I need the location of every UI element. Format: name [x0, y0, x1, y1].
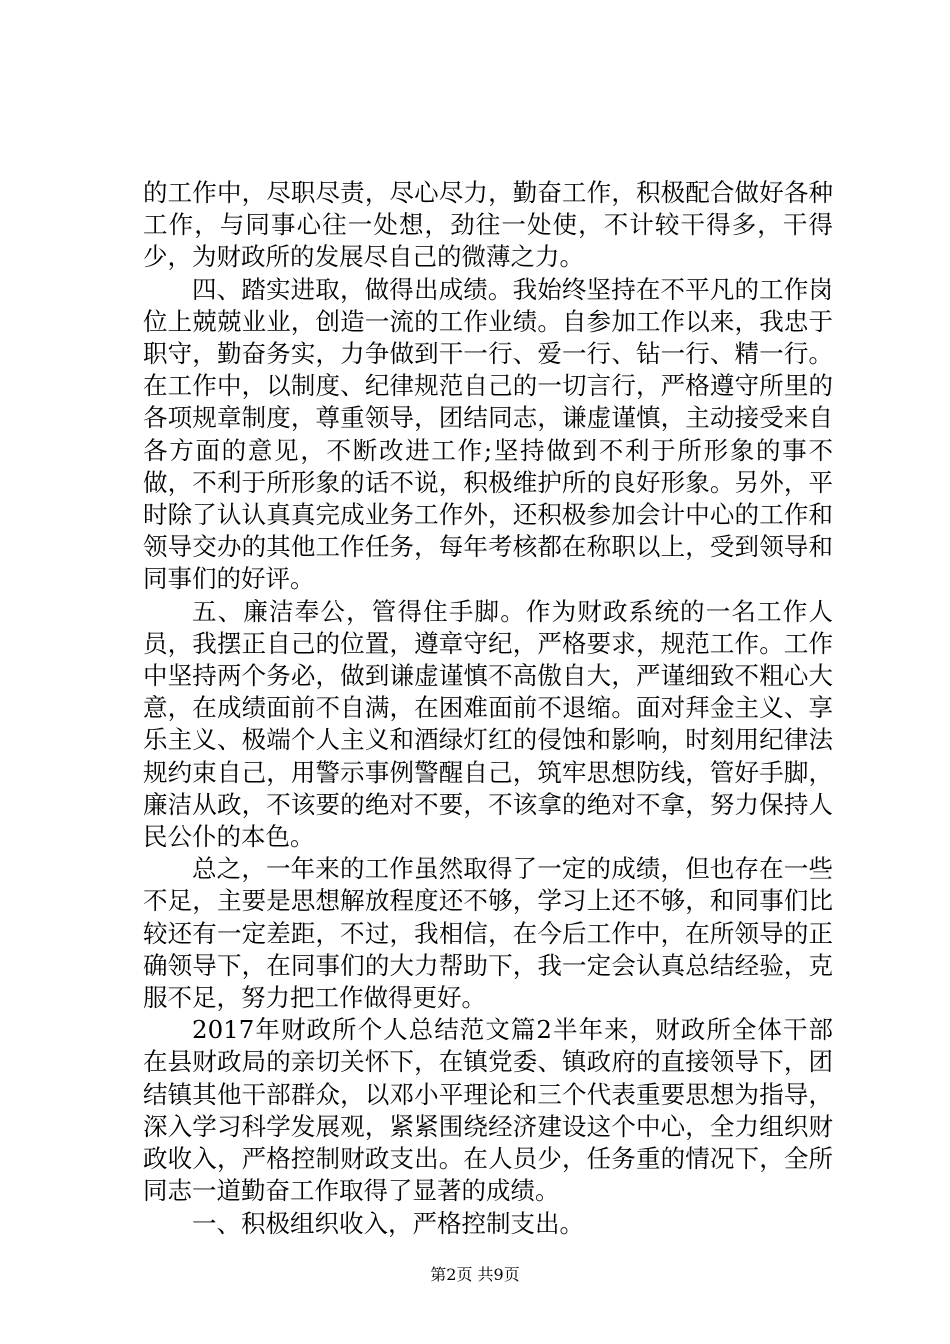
paragraph-summary: 总之，一年来的工作虽然取得了一定的成绩，但也存在一些不足，主要是思想解放程度还不够，学习上还不够，和同事们比较还有一定差距，不过，我相信，在今后工作中，在所领导的正确领导下，在同事们的大力帮助下，我一定会认真总结经验，克服不足，努力把工作做得更好。 [143, 854, 833, 1013]
paragraph-heading-one: 一、积极组织收入，严格控制支出。 [192, 1208, 584, 1238]
paragraph-section-five: 五、廉洁奉公，管得住手脚。作为财政系统的一名工作人员，我摆正自己的位置，遵章守纪，严格要求，规范工作。工作中坚持两个务必，做到谦虚谨慎不高傲自大，严谨细致不粗心大意，在成绩面前不自满，在困难面前不退缩。面对拜金主义、享乐主义、极端个人主义和酒绿灯红的侵蚀和影响，时刻用纪律法规约束自己，用警示事例警醒自己，筑牢思想防线，管好手脚，廉洁从政，不该要的绝对不要，不该拿的绝对不拿，努力保持人民公仆的本色。 [143, 596, 833, 852]
paragraph-article-two-intro: 2017年财政所个人总结范文篇2半年来，财政所全体干部在县财政局的亲切关怀下，在镇党委、镇政府的直接领导下，团结镇其他干部群众，以邓小平理论和三个代表重要思想为指导，深入学习科学发展观，紧紧围绕经济建设这个中心，全力组织财政收入，严格控制财政支出。在人员少，任务重的情况下，全所同志一道勤奋工作取得了显著的成绩。 [143, 1015, 833, 1206]
page-number-footer: 第2页 共9页 [430, 1265, 520, 1284]
document-body [143, 177, 833, 1240]
paragraph-continuation: 的工作中，尽职尽责，尽心尽力，勤奋工作，积极配合做好各种工作，与同事心往一处想，劲往一处使，不计较干得多，干得少，为财政所的发展尽自己的微薄之力。 [143, 178, 833, 272]
paragraph-section-four: 四、踏实进取，做得出成绩。我始终坚持在不平凡的工作岗位上兢兢业业，创造一流的工作业绩。自参加工作以来，我忠于职守，勤奋务实，力争做到干一行、爱一行、钻一行、精一行。在工作中，以制度、纪律规范自己的一切言行，严格遵守所里的各项规章制度，尊重领导，团结同志，谦虚谨慎，主动接受来自各方面的意见，不断改进工作;坚持做到不利于所形象的事不做，不利于所形象的话不说，积极维护所的良好形象。另外，平时除了认认真真完成业务工作外，还积极参加会计中心的工作和领导交办的其他工作任务，每年考核都在称职以上，受到领导和同事们的好评。 [143, 274, 833, 594]
